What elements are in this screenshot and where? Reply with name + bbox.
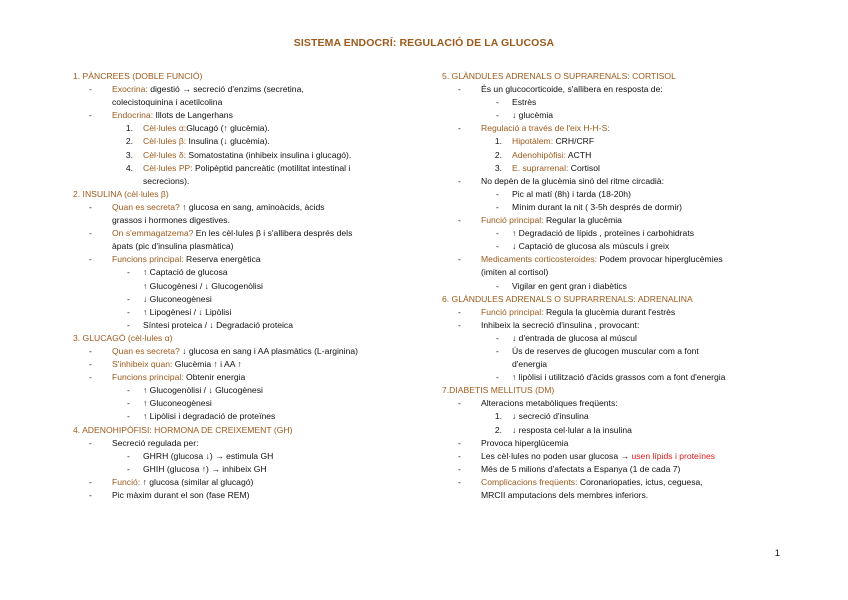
bullet-marker: - [89,476,92,487]
right-column [442,70,782,502]
sub-bullet-item [73,306,418,319]
item-text: En les cèl·lules β i s'allibera després dels [193,228,353,239]
heading-text: 7.DIABETIS MELLITUS (DM) [442,385,555,396]
bullet-marker: - [496,228,499,239]
bullet-marker: - [458,84,461,95]
item-text: Polipèptid pancreàtic (motilitat intestinal i [192,162,351,173]
bullet-marker: - [458,398,461,409]
section-heading [442,293,782,306]
item-text: colecistoquinina i acetilcolina [112,97,223,108]
sub-bullet-item [73,266,418,279]
item-text: ↑ Lipòlisi i degradació de proteïnes [143,411,276,422]
bullet-marker: - [89,254,92,265]
bullet-marker: - [496,332,499,343]
item-text: ↓ Gluconeogènesi [143,293,212,304]
bullet-item [442,122,782,135]
item-text: Regula la glucèmia durant l'estrès [543,306,676,317]
sub-bullet-continuation [73,280,418,293]
section-heading [73,332,418,345]
bullet-marker: - [458,254,461,265]
heading-text: 2. INSULINA (cèl·lules β) [73,188,169,199]
term-label: Cèl·lules PP: [143,162,193,173]
section-heading [73,188,418,201]
section-heading [442,384,782,397]
item-text: Síntesi proteica / ↓ Degradació proteica [143,319,293,330]
item-text: ACTH [566,149,592,160]
item-text: ↑ Lipogènesi / ↓ Lipòlisi [143,306,232,317]
page-number: 1 [774,548,780,559]
bullet-marker: - [89,359,92,370]
sub-bullet-item [442,240,782,253]
numbered-item [442,424,782,437]
list-number: 4. [125,162,133,173]
page-title: SISTEMA ENDOCRÍ: REGULACIÓ DE LA GLUCOSA [293,37,555,49]
item-text: ↓ d'entrada de glucosa al múscul [512,332,637,343]
bullet-marker: - [127,450,130,461]
numbered-item [73,162,418,175]
bullet-item [442,253,782,266]
term-label: Hipotàlem: [512,136,554,147]
term-label: On s'emmagatzema? [112,228,194,239]
bullet-item [73,201,418,214]
item-text: ↑ glucosa (similar al glucagó) [140,476,254,487]
item-text: Coronariopaties, ictus, ceguesa, [577,476,703,487]
bullet-item [73,109,418,122]
item-text: grassos i hormones digestives. [112,215,230,226]
item-text: CRH/CRF [553,136,595,147]
numbered-item [442,149,782,162]
bullet-marker: - [496,345,499,356]
list-number: 2. [494,149,502,160]
bullet-marker: - [458,215,461,226]
bullet-item [442,476,782,489]
list-number: 2. [494,424,502,435]
sub-bullet-item [73,410,418,423]
item-text: Pic al matí (8h) i tarda (18-20h) [512,188,631,199]
item-text: Obtenir energia [183,372,246,383]
item-text: àpats (pic d'insulina plasmàtica) [112,241,234,252]
term-label: E. suprarrenal: [512,162,569,173]
sub-bullet-continuation [442,358,782,371]
bullet-item [442,450,782,463]
list-number: 2. [125,136,133,147]
section-heading [442,70,782,83]
sub-bullet-item [442,227,782,240]
bullet-marker: - [458,437,461,448]
numbered-item [73,135,418,148]
bullet-item [73,489,418,502]
bullet-marker: - [89,437,92,448]
term-label: Funció principal: [481,306,544,317]
bullet-item [73,437,418,450]
heading-text: 3. GLUCAGÓ (cèl·lules α) [73,332,173,343]
sub-bullet-item [73,293,418,306]
bullet-marker: - [89,372,92,383]
item-text: Podem provocar hiperglucèmies [597,254,723,265]
item-text: Secreció regulada per: [112,437,199,448]
bullet-item [73,476,418,489]
bullet-marker: - [458,476,461,487]
item-text: ↓ resposta cel·lular a la insulina [512,424,632,435]
bullet-continuation [73,214,418,227]
bullet-marker: - [89,84,92,95]
term-label: Adenohipòfisi: [512,149,566,160]
item-text: MRCII amputacions dels membres inferiors. [481,490,649,500]
term-label: Funció principal: [481,215,544,226]
term-label: Quan es secreta? [112,201,180,212]
item-text: Alteracions metabòliques freqüents: [481,398,618,409]
bullet-item [442,397,782,410]
item-text: ↓ secreció d'insulina [512,411,589,422]
term-label: Funcions principal: [112,254,184,265]
sub-bullet-item [442,188,782,201]
item-text: Vigilar en gent gran i diabètics [512,280,627,291]
sub-bullet-item [442,96,782,109]
bullet-marker: - [89,110,92,121]
bullet-continuation [442,489,782,502]
sub-bullet-item [442,332,782,345]
bullet-marker: - [496,280,499,291]
sub-bullet-continuation [73,175,418,188]
sub-bullet-item [442,345,782,358]
term-label: Medicaments corticosteroides: [481,254,598,265]
term-label: Quan es secreta? [112,345,180,356]
term-label: Cèl·lules δ: [143,149,186,160]
term-label: S'inhibeix quan: [112,359,173,370]
heading-text: 1. PÀNCREES (DOBLE FUNCIÓ) [73,71,203,81]
bullet-continuation [73,96,418,109]
bullet-marker: - [127,385,130,396]
item-text: d'energia [512,359,548,370]
bullet-marker: - [127,411,130,422]
bullet-item [442,319,782,332]
heading-text: 4. ADENOHIPÒFISI: HORMONA DE CREIXEMENT (GH) [73,424,293,435]
bullet-marker: - [458,306,461,317]
item-text: És un glucocorticoide, s'allibera en resposta de: [481,84,663,95]
bullet-marker: - [89,345,92,356]
item-text: ↑ Captació de glucosa [143,267,228,278]
bullet-marker: - [127,306,130,317]
sub-bullet-item [442,201,782,214]
bullet-item [73,253,418,266]
list-number: 3. [125,149,133,160]
bullet-marker: - [127,463,130,474]
bullet-item [442,463,782,476]
numbered-item [73,149,418,162]
item-text: No depèn de la glucèmia sinó del ritme circadià: [481,175,664,186]
item-text: GHRH (glucosa ↓) → estimula GH [143,450,274,461]
item-text: Les cèl·lules no poden usar glucosa → [481,450,632,461]
item-text: Illots de Langerhans [153,110,233,121]
sub-bullet-item [442,280,782,293]
sub-bullet-item [442,371,782,384]
bullet-marker: - [89,490,92,500]
bullet-marker: - [89,201,92,212]
bullet-marker: - [458,319,461,330]
item-text: Provoca hiperglùcemia [481,437,569,448]
sub-bullet-item [73,384,418,397]
bullet-item [442,214,782,227]
bullet-marker: - [458,175,461,186]
item-text: Glucagó (↑ glucèmia). [186,123,270,134]
item-text: GHIH (glucosa ↑) → inhibeix GH [143,463,267,474]
item-text: ↓ Captació de glucosa als músculs i greix [512,241,670,252]
bullet-marker: - [496,97,499,108]
bullet-item [73,345,418,358]
bullet-marker: - [127,293,130,304]
numbered-item [73,122,418,135]
item-text: Pic màxim durant el son (fase REM) [112,490,250,500]
item-text: secrecions). [143,175,190,186]
section-heading [73,424,418,437]
left-column [73,70,418,502]
bullet-item [73,358,418,371]
item-text: ↑ Degradació de lípids , proteïnes i carbohidrats [512,228,695,239]
sub-bullet-item [73,319,418,332]
bullet-marker: - [496,201,499,212]
item-text: Glucèmia ↑ i AA ↑ [172,359,242,370]
item-text: digestió → secreció d'enzims (secretina, [147,84,304,95]
item-text: Ús de reserves de glucogen muscular com a font [512,345,699,356]
bullet-item [73,83,418,96]
list-number: 1. [494,136,502,147]
bullet-item [442,437,782,450]
list-number: 1. [125,123,133,134]
term-label: Regulació a través de l'eix H-H-S: [481,123,610,134]
bullet-marker: - [458,123,461,134]
term-label: Cèl·lules β: [143,136,187,147]
sub-bullet-item [73,397,418,410]
sub-bullet-item [73,450,418,463]
item-text: Regular la glucèmia [543,215,622,226]
section-heading [73,70,418,83]
bullet-continuation [73,240,418,253]
sub-bullet-item [442,109,782,122]
bullet-item [442,175,782,188]
heading-text: 5. GLÀNDULES ADRENALS O SUPRARENALS: CORTISOL [442,71,676,81]
item-text: ↑ Gluconeogènesi [143,398,212,409]
item-text: Més de 5 milions d'afectats a Espanya (1 de cada 7) [481,463,681,474]
item-text: Estrès [512,97,537,108]
term-label: Funció: [112,476,141,487]
bullet-marker: - [496,110,499,121]
numbered-item [442,135,782,148]
item-text: ↑ Glucogenòlisi / ↓ Glucogènesi [143,385,263,396]
item-text: (imiten al cortisol) [481,267,549,278]
item-text: Cortisol [568,162,600,173]
bullet-marker: - [127,319,130,330]
bullet-item [442,306,782,319]
term-label: Exocrina: [112,84,148,95]
term-label: Endocrina: [112,110,154,121]
bullet-marker: - [127,267,130,278]
item-text: Somatostatina (inhibeix insulina i glucagó). [186,149,352,160]
bullet-marker: - [496,241,499,252]
sub-bullet-item [73,463,418,476]
item-text: Mínim durant la nit ( 3-5h després de dormir) [512,201,683,212]
item-text: ↓ glucosa en sang i AA plasmàtics (L-arginina) [179,345,359,356]
term-label: Complicacions freqüents: [481,476,578,487]
bullet-marker: - [127,398,130,409]
highlight-text: usen lípids i proteïnes [631,450,716,461]
item-text: Inhibeix la secreció d'insulina , provocant: [481,319,640,330]
bullet-marker: - [496,372,499,383]
bullet-marker: - [458,463,461,474]
item-text: ↓ glucèmia [512,110,554,121]
heading-text: 6. GLÀNDULES ADRENALS O SUPRARRENALS: ADRENALINA [442,293,693,304]
term-label: Funcions principal: [112,372,184,383]
item-text: ↑ Glucogènesi / ↓ Glucogenòlisi [143,280,263,291]
bullet-marker: - [89,228,92,239]
bullet-marker: - [496,188,499,199]
bullet-marker: - [458,450,461,461]
numbered-item [442,162,782,175]
item-text: ↑ glucosa en sang, aminoàcids, àcids [179,201,325,212]
item-text: Insulina (↓ glucèmia). [186,136,270,147]
list-number: 3. [494,162,502,173]
bullet-item [73,371,418,384]
list-number: 1. [494,411,502,422]
item-text: Reserva energètica [183,254,261,265]
bullet-continuation [442,266,782,279]
bullet-item [73,227,418,240]
bullet-item [442,83,782,96]
numbered-item [442,410,782,423]
item-text: ↑ lipòlisi i utilització d'àcids grassos com a font d'energia [512,372,726,383]
term-label: Cèl·lules α: [143,123,187,134]
